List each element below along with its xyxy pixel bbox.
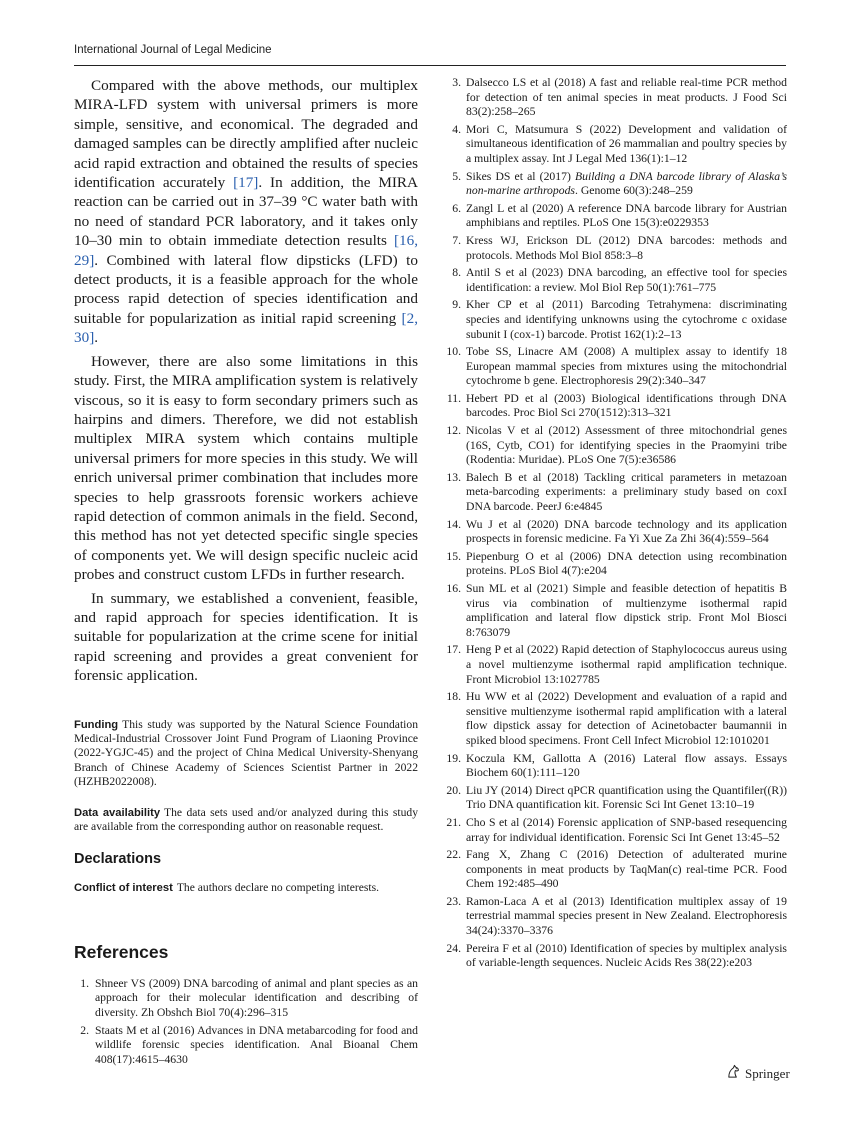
reference-text: Kress WJ, Erickson DL (2012) DNA barcodes: methods and protocols. Methods Mol Biol 858:3–8	[466, 233, 787, 262]
body-paragraph-3: In summary, we established a convenient, feasible, and rapid approach for species identification. It is suitable for popularization at the crime scene for initial rapid screening and provides a great convenient for forensic application.	[74, 589, 418, 685]
reference-text: Nicolas V et al (2012) Assessment of three mitochondrial genes (16S, Cytb, CO1) for identifying species in the Praomyini tribe (Rodentia: Muridae). PLoS One 7(5):e36586	[466, 424, 787, 467]
reference-item	[446, 582, 787, 640]
data-availability-statement	[74, 806, 418, 835]
publisher-name: Springer	[745, 1065, 790, 1081]
reference-list-right	[446, 76, 787, 971]
reference-item	[446, 895, 787, 939]
reference-item	[74, 977, 418, 1021]
reference-number: 19.	[446, 751, 461, 765]
reference-text: Hu WW et al (2022) Development and evaluation of a rapid and sensitive multienzyme isothermal rapid amplification with a lateral flow dipstick assay for detection of Acinetobacter baumannii in spiked blood specimens. Front Cell Infect Microbiol 12:1010201	[466, 690, 787, 747]
springer-horse-logo-icon	[726, 1064, 741, 1083]
reference-number: 21.	[446, 815, 461, 829]
reference-item	[74, 1024, 418, 1068]
reference-item	[446, 298, 787, 342]
reference-text: Wu J et al (2020) DNA barcode technology and its application prospects in forensic medicine. Fa Yi Xue Za Zhi 36(4):559–564	[466, 517, 787, 546]
reference-item	[446, 784, 787, 813]
reference-text: Balech B et al (2018) Tackling critical parameters in metazoan meta-barcoding experiments: a preliminary study based on coxI DNA barcode. PeerJ 6:e4845	[466, 470, 787, 514]
reference-item	[446, 816, 787, 845]
reference-title-italic: Building a DNA barcode library of Alaska’s non-marine arthropods	[466, 169, 788, 198]
reference-number: 16.	[446, 582, 461, 595]
reference-number: 22.	[446, 848, 461, 862]
reference-text: Ramon-Laca A et al (2013) Identification multiplex assay of 19 terrestrial mammal species present in New Zealand. Electrophoresis 34(24):3370–3376	[466, 894, 787, 938]
reference-number: 24.	[446, 941, 461, 955]
reference-text: Sikes DS et al (2017)	[466, 169, 575, 183]
reference-item	[446, 848, 787, 892]
reference-number: 2.	[80, 1023, 89, 1037]
reference-number: 18.	[446, 690, 461, 704]
reference-text: . Genome 60(3):248–259	[574, 184, 693, 198]
reference-number: 8.	[452, 266, 461, 280]
para1-text-a: Compared with the above methods, our multiplex MIRA-LFD system with universal primers is more simple, sensitive, and economical. The degraded and damaged samples can be directly amplified after nucleic acid rapid extraction and obtained the results of species identification accurately	[74, 77, 418, 192]
para1-text-b: . In addition, the MIRA reaction can be carried out in 37–39 °C water bath with no need of standard PCR laboratory, and it takes only 10–30 min to obtain immediate detection results	[74, 174, 418, 250]
para1-text-c: . Combined with lateral flow dipsticks (LFD) to detect products, it is a feasible approach for the whole process rapid detection of species identification and suitable for popularization as initial rapid screening	[74, 251, 418, 327]
reference-number: 10.	[446, 345, 461, 359]
reference-item	[446, 76, 787, 120]
reference-number: 5.	[452, 169, 461, 183]
reference-text: Mori C, Matsumura S (2022) Development and validation of simultaneous identification of 26 mammalian and poultry species by a multiplex assay. Int J Legal Med 136(1):1–12	[466, 122, 787, 165]
reference-number: 6.	[452, 201, 461, 215]
reference-number: 9.	[452, 298, 461, 312]
reference-item	[446, 550, 787, 579]
reference-text: Koczula KM, Gallotta A (2016) Lateral flow assays. Essays Biochem 60(1):111–120	[466, 751, 787, 780]
reference-item	[446, 643, 787, 687]
reference-number: 11.	[446, 391, 461, 405]
reference-number: 4.	[452, 122, 461, 136]
reference-item	[446, 345, 787, 389]
reference-item	[446, 690, 787, 748]
left-column	[74, 76, 418, 1070]
reference-item	[446, 392, 787, 421]
para1-text-d: .	[94, 329, 99, 347]
reference-item	[446, 202, 787, 231]
funding-text: This study was supported by the Natural Science Foundation Medical-Industrial Crossover Joint Fund Program of Liaoning Province (2022-YGJC-45) and the project of China Medical University-Shenyang Branch of Chinese Academy of Sciences Scientist Partner in 2022 (HZHB2022008).	[74, 717, 418, 789]
reference-number: 17.	[446, 643, 461, 657]
references-heading: References	[74, 941, 169, 962]
reference-number: 7.	[452, 233, 461, 247]
reference-item	[446, 471, 787, 515]
reference-text: Zangl L et al (2020) A reference DNA barcode library for Austrian amphibians and reptiles. PLoS One 15(3):e0229353	[466, 201, 787, 230]
reference-text: Kher CP et al (2011) Barcoding Tetrahymena: discriminating species and identifying unknowns using the cytochrome c oxidase subunit I (cox-1) barcode. Protist 162(1):2–13	[466, 298, 787, 341]
data-availability-label: Data availability	[74, 806, 161, 819]
conflict-text: The authors declare no competing interests.	[176, 881, 380, 895]
reference-list-left	[74, 977, 418, 1068]
conflict-label: Conflict of interest	[74, 882, 173, 895]
reference-item	[446, 752, 787, 781]
funding-statement	[74, 718, 418, 790]
reference-text: Hebert PD et al (2003) Biological identifications through DNA barcodes. Proc Biol Sci 270(1512):313–321	[466, 391, 787, 420]
reference-text: Liu JY (2014) Direct qPCR quantification using the Quantifiler((R)) Trio DNA quantification kit. Forensic Sci Int Genet 13:10–19	[466, 783, 787, 812]
reference-text: Antil S et al (2023) DNA barcoding, an effective tool for species identification: a review. Mol Biol Rep 50(1):761–775	[466, 266, 787, 294]
declarations-heading: Declarations	[74, 851, 162, 868]
reference-text: Pereira F et al (2010) Identification of species by multiplex analysis of variable-length sequences. Nucleic Acids Res 38(22):e203	[466, 941, 787, 970]
header-rule	[74, 65, 786, 66]
reference-item	[446, 170, 787, 199]
reference-text: Piepenburg O et al (2006) DNA detection using recombination proteins. PLoS Biol 4(7):e204	[466, 549, 787, 578]
reference-text: Staats M et al (2016) Advances in DNA metabarcoding for food and wildlife forensic species identification. Anal Bioanal Chem 408(17):4615–4630	[95, 1023, 418, 1066]
body-paragraph-2: However, there are also some limitations in this study. First, the MIRA amplification system is relatively viscous, so it is easy to form secondary primers such as hairpins and dimers. Therefore, we did not establish multiplex MIRA system which contains multiple universal primers for more species in this study. We will enrich universal primer combination that includes more species to help grassroots forensic workers achieve rapid detection of common animals in the field. Second, this method has not yet detected specific single species of components yet. We will design specific nucleic acid probes and construct custom LFDs in further research.	[74, 352, 418, 584]
reference-number: 20.	[446, 783, 461, 797]
reference-item	[446, 942, 787, 971]
reference-number: 13.	[446, 470, 461, 484]
reference-number: 3.	[452, 76, 461, 89]
reference-number: 1.	[80, 976, 89, 990]
reference-number: 23.	[446, 894, 461, 908]
reference-text: Dalsecco LS et al (2018) A fast and reliable real-time PCR method for detection of ten animal species in meat products. J Food Sci 83(2):258–265	[466, 76, 787, 119]
reference-text: Sun ML et al (2021) Simple and feasible detection of hepatitis B virus via combination of multienzyme isothermal rapid amplification and lateral flow dipstick strip. Front Mol Biosci 8:763079	[466, 582, 787, 639]
reference-text: Shneer VS (2009) DNA barcoding of animal and plant species as an approach for their molecular identification and describing of diversity. Zh Obshch Biol 70(4):296–315	[95, 976, 418, 1020]
reference-number: 12.	[446, 424, 461, 438]
citation-link[interactable]: [16, 29]	[74, 232, 418, 269]
reference-number: 14.	[446, 517, 461, 531]
right-column	[446, 76, 787, 974]
reference-text: Fang X, Zhang C (2016) Detection of adulterated murine components in meat products by TaqMan(c) real-time PCR. Food Chem 192:485–490	[466, 848, 787, 891]
reference-item	[446, 123, 787, 167]
reference-item	[446, 234, 787, 263]
reference-item	[446, 266, 787, 295]
reference-text: Cho S et al (2014) Forensic application of SNP-based resequencing array for individual identification. Forensic Sci Int Genet 13:45–52	[466, 815, 787, 844]
reference-text: Tobe SS, Linacre AM (2008) A multiplex assay to identify 18 European mammal species from mixtures using the mitochondrial cytochrome b gene. Electrophoresis 29(2):340–347	[466, 345, 787, 388]
conflict-of-interest-statement	[74, 881, 418, 895]
reference-number: 15.	[446, 549, 461, 563]
body-paragraph-1	[74, 76, 418, 348]
reference-text: Heng P et al (2022) Rapid detection of Staphylococcus aureus using a novel multienzyme isothermal rapid amplification technique. Front Microbiol 13:1027785	[466, 643, 787, 686]
data-availability-text: The data sets used and/or analyzed during this study are available from the corresponding author on reasonable request.	[74, 805, 418, 834]
reference-item	[446, 518, 787, 547]
publisher-footer	[726, 1064, 790, 1083]
funding-label: Funding	[74, 718, 119, 731]
citation-link[interactable]: [17]	[233, 174, 259, 192]
citation-link[interactable]: [2, 30]	[74, 309, 418, 347]
reference-item	[446, 424, 787, 468]
running-header: International Journal of Legal Medicine	[74, 44, 272, 56]
